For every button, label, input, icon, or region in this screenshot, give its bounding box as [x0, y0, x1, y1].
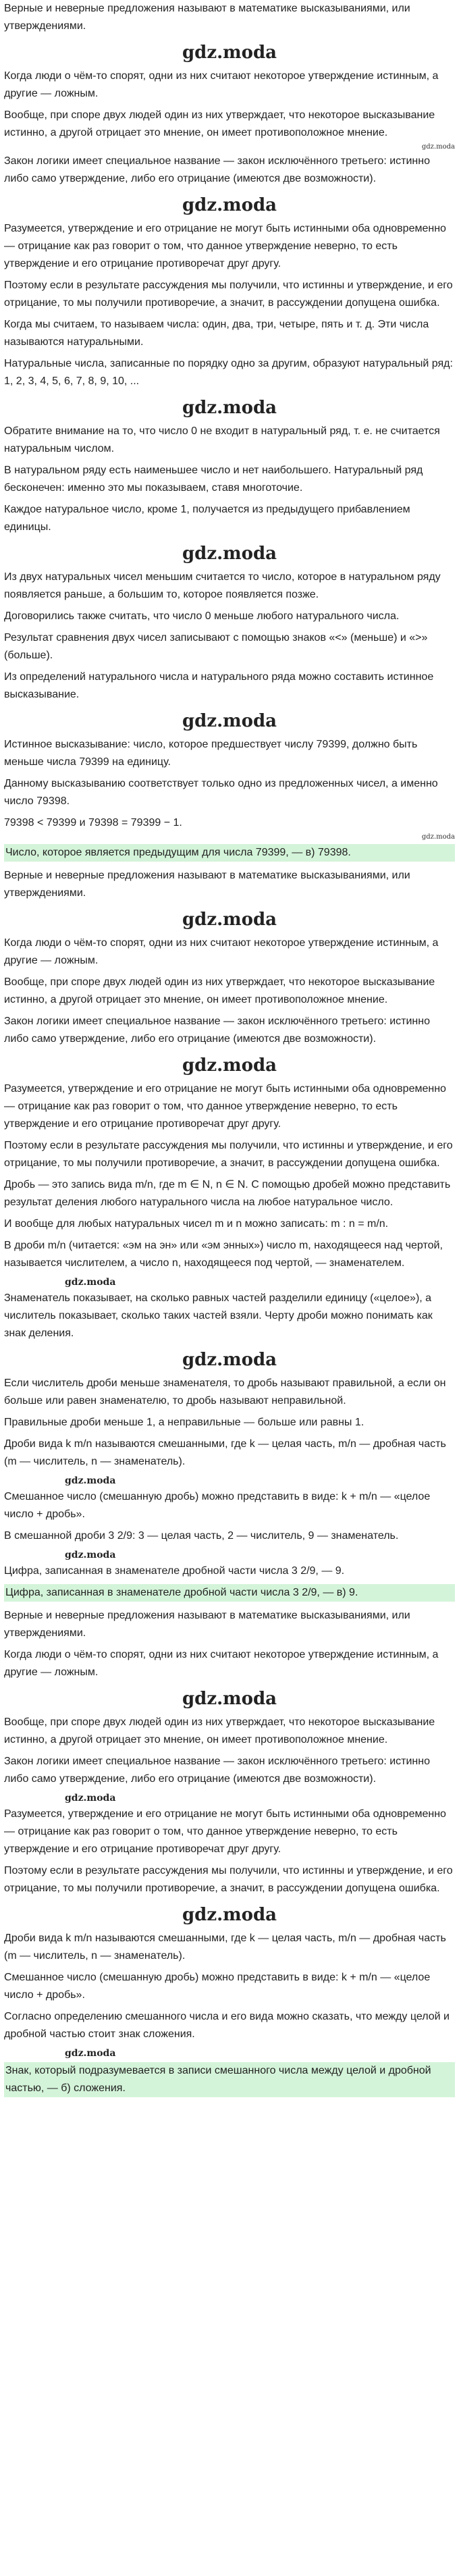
watermark-logo: gdz.moda	[65, 2048, 116, 2059]
watermark-logo: gdz.moda	[182, 711, 277, 731]
watermark-logo: gdz.moda	[182, 398, 277, 418]
paragraph: Верные и неверные предложения называют в математике высказываниями, или утверждениями.	[4, 870, 410, 899]
watermark-logo: gdz.moda	[65, 1475, 116, 1486]
paragraph: Поэтому если в результате рассуждения мы получили, что истинны и утверждение, и его отрицание, то мы получили противоречие, а значит, в рассуждении допущена ошибка.	[4, 280, 453, 309]
paragraph: И вообще для любых натуральных чисел m и n можно записать: m : n = m/n.	[4, 1218, 389, 1230]
paragraph: Согласно определению смешанного числа и его вида можно сказать, что между целой и дробной частью стоит знак сложения.	[4, 2011, 450, 2040]
paragraph: Дроби вида k m/n называются смешанными, где k — целая часть, m/n — дробная часть (m — числитель, n — знаменатель).	[4, 1933, 446, 1962]
paragraph: Закон логики имеет специальное название — закон исключённого третьего: истинно либо само утверждение, либо его отрицание (имеются две возможности).	[4, 1756, 430, 1785]
paragraph: Дробь — это запись вида m/n, где m ∈ N, n ∈ N. С помощью дробей можно представить результат деления любого натурального числа на любое натуральное число.	[4, 1179, 451, 1208]
answer-highlight: Цифра, записанная в знаменателе дробной части числа 3 2/9, — в) 9.	[4, 1584, 455, 1602]
paragraph: Правильные дроби меньше 1, а неправильные — больше или равны 1.	[4, 1417, 364, 1428]
watermark-small: gdz.moda	[421, 143, 455, 151]
paragraph: 79398 < 79399 и 79398 = 79399 − 1.	[4, 817, 182, 829]
paragraph: Поэтому если в результате рассуждения мы получили, что истинны и утверждение, и его отрицание, то мы получили противоречие, а значит, в рассуждении допущена ошибка.	[4, 1865, 453, 1894]
watermark-logo: gdz.moda	[65, 1793, 116, 1804]
paragraph: Вообще, при споре двух людей один из них утверждает, что некоторое высказывание истинно, а другой отрицает это мнение, он имеет противоположное мнение.	[4, 109, 435, 138]
paragraph: Вообще, при споре двух людей один из них утверждает, что некоторое высказывание истинно, а другой отрицает это мнение, он имеет противоположное мнение.	[4, 976, 435, 1005]
paragraph: Цифра, записанная в знаменателе дробной части числа 3 2/9, — 9.	[4, 1565, 345, 1577]
paragraph: Дроби вида k m/n называются смешанными, где k — целая часть, m/n — дробная часть (m — числитель, n — знаменатель).	[4, 1438, 446, 1467]
watermark-logo: gdz.moda	[65, 1550, 116, 1560]
answer-highlight: Знак, который подразумевается в записи смешанного числа между целой и дробной частью, — б) сложения.	[4, 2062, 455, 2097]
paragraph: Из определений натурального числа и натурального ряда можно составить истинное высказывание.	[4, 671, 434, 700]
paragraph: Знаменатель показывает, на сколько равных частей разделили единицу («целое»), а числитель показывает, сколько таких частей взяли. Черту дроби можно понимать как знак деления.	[4, 1292, 433, 1339]
paragraph: Закон логики имеет специальное название — закон исключённого третьего: истинно либо само утверждение, либо его отрицание (имеются две возможности).	[4, 155, 430, 184]
watermark-logo: gdz.moda	[182, 544, 277, 564]
paragraph: Истинное высказывание: число, которое предшествует числу 79399, должно быть меньше числа 79399 на единицу.	[4, 739, 418, 768]
paragraph: Договорились также считать, что число 0 меньше любого натурального числа.	[4, 610, 400, 622]
paragraph: В смешанной дроби 3 2/9: 3 — целая часть, 2 — числитель, 9 — знаменатель.	[4, 1530, 399, 1542]
watermark-logo: gdz.moda	[182, 1055, 277, 1076]
watermark-logo: gdz.moda	[65, 1277, 116, 1288]
paragraph: Результат сравнения двух чисел записывают с помощью знаков «<» (меньше) и «>» (больше).	[4, 632, 428, 661]
watermark-logo: gdz.moda	[182, 910, 277, 930]
paragraph: Смешанное число (смешанную дробь) можно представить в виде: k + m/n — «целое число + дробь».	[4, 1972, 431, 2001]
paragraph: Разумеется, утверждение и его отрицание не могут быть истинными оба одновременно — отрицание как раз говорит о том, что данное утверждение неверно, то есть утверждение и его отрицание противоречат друг другу.	[4, 1083, 446, 1130]
paragraph: В дроби m/n (читается: «эм на эн» или «эм энных») число m, находящееся над чертой, называется числителем, а число n, находящееся под чертой, — знаменателем.	[4, 1240, 443, 1269]
paragraph: В натуральном ряду есть наименьшее число и нет наибольшего. Натуральный ряд бесконечен: именно это мы показываем, ставя многоточие.	[4, 465, 423, 494]
paragraph: Разумеется, утверждение и его отрицание не могут быть истинными оба одновременно — отрицание как раз говорит о том, что данное утверждение неверно, то есть утверждение и его отрицание противоречат друг другу.	[4, 223, 446, 269]
paragraph: Закон логики имеет специальное название — закон исключённого третьего: истинно либо само утверждение, либо его отрицание (имеются две возможности).	[4, 1016, 430, 1045]
paragraph: Натуральные числа, записанные по порядку одно за другим, образуют натуральный ряд: 1, 2, 3, 4, 5, 6, 7, 8, 9, 10, ...	[4, 358, 453, 387]
watermark-logo: gdz.moda	[182, 1689, 277, 1709]
solution-section-2	[4, 867, 455, 1602]
paragraph: Верные и неверные предложения называют в математике высказываниями, или утверждениями.	[4, 3, 410, 32]
paragraph: Обратите внимание на то, что число 0 не входит в натуральный ряд, т. е. не считается натуральным числом.	[4, 425, 440, 454]
answer-highlight: Число, которое является предыдущим для числа 79399, — в) 79398.	[4, 844, 455, 862]
paragraph: Когда мы считаем, то называем числа: один, два, три, четыре, пять и т. д. Эти числа называются натуральными.	[4, 319, 429, 348]
paragraph: Когда люди о чём-то спорят, одни из них считают некоторое утверждение истинным, а другие — ложным.	[4, 1649, 439, 1678]
watermark-small: gdz.moda	[421, 833, 455, 841]
paragraph: Вообще, при споре двух людей один из них утверждает, что некоторое высказывание истинно, а другой отрицает это мнение, он имеет противоположное мнение.	[4, 1716, 435, 1745]
paragraph: Смешанное число (смешанную дробь) можно представить в виде: k + m/n — «целое число + дробь».	[4, 1491, 431, 1520]
solution-section-3	[4, 1607, 455, 2097]
paragraph: Когда люди о чём-то спорят, одни из них считают некоторое утверждение истинным, а другие — ложным.	[4, 70, 439, 99]
watermark-logo: gdz.moda	[182, 1905, 277, 1925]
paragraph: Если числитель дроби меньше знаменателя, то дробь называют правильной, а если он больше или равен знаменателю, то дробь называют неправильной.	[4, 1377, 446, 1407]
paragraph: Из двух натуральных чисел меньшим считается то число, которое в натуральном ряду появляется раньше, а большим то, которое появляется позже.	[4, 571, 441, 600]
paragraph: Каждое натуральное число, кроме 1, получается из предыдущего прибавлением единицы.	[4, 504, 410, 533]
watermark-logo: gdz.moda	[182, 1350, 277, 1370]
watermark-logo: gdz.moda	[182, 43, 277, 63]
paragraph: Поэтому если в результате рассуждения мы получили, что истинны и утверждение, и его отрицание, то мы получили противоречие, а значит, в рассуждении допущена ошибка.	[4, 1140, 453, 1169]
paragraph: Данному высказыванию соответствует только одно из предложенных чисел, а именно число 79398.	[4, 778, 438, 807]
paragraph: Верные и неверные предложения называют в математике высказываниями, или утверждениями.	[4, 1610, 410, 1639]
paragraph: Разумеется, утверждение и его отрицание не могут быть истинными оба одновременно — отрицание как раз говорит о том, что данное утверждение неверно, то есть утверждение и его отрицание противоречат друг другу.	[4, 1808, 446, 1855]
paragraph: Когда люди о чём-то спорят, одни из них считают некоторое утверждение истинным, а другие — ложным.	[4, 937, 439, 966]
solution-section-1	[4, 0, 455, 862]
watermark-logo: gdz.moda	[182, 195, 277, 215]
